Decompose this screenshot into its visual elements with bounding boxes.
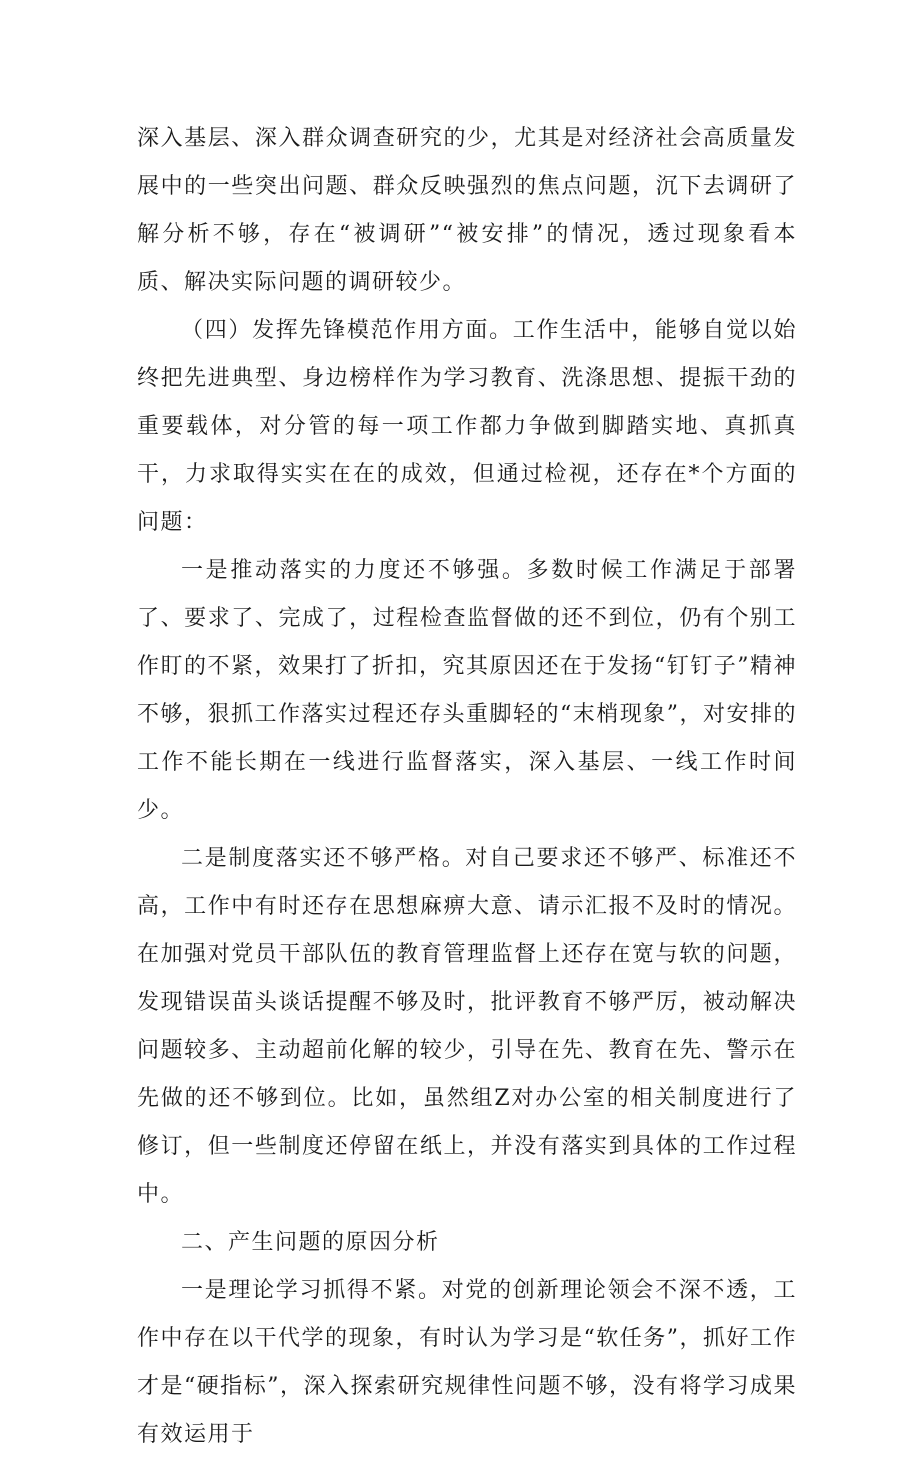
paragraph-point-one: 一是推动落实的力度还不够强。多数时候工作满足于部署了、要求了、完成了，过程检查监督做的还不到位，仍有个别工作盯的不紧，效果打了折扣，究其原因还在于发扬“钉钉子”精神不够，狠抓工作落实过程还存头重脚轻的“末梢现象”，对安排的工作不能长期在一线进行监督落实，深入基层、一线工作时间少。 xyxy=(137,558,797,823)
section-heading-causes: 二、产生问题的原因分析 xyxy=(181,1230,440,1255)
paragraph-cause-one: 一是理论学习抓得不紧。对党的创新理论领会不深不透，工作中存在以干代学的现象，有时认为学习是“软任务”，抓好工作才是“硬指标”，深入探索研究规律性问题不够，没有将学习成果有效运用于 xyxy=(137,1278,797,1447)
document-body xyxy=(137,115,797,1459)
paragraph-point-two: 二是制度落实还不够严格。对自己要求还不够严、标准还不高，工作中有时还存在思想麻痹大意、请示汇报不及时的情况。在加强对党员干部队伍的教育管理监督上还存在宽与软的问题，发现错误苗头谈话提醒不够及时，批评教育不够严厉，被动解决问题较多、主动超前化解的较少，引导在先、教育在先、警示在先做的还不够到位。比如，虽然组Z对办公室的相关制度进行了修订，但一些制度还停留在纸上，并没有落实到具体的工作过程中。 xyxy=(137,846,797,1207)
paragraph-section-four: （四）发挥先锋模范作用方面。工作生活中，能够自觉以始终把先进典型、身边榜样作为学习教育、洗涤思想、提振干劲的重要载体，对分管的每一项工作都力争做到脚踏实地、真抓真干，力求取得实实在在的成效，但通过检视，还存在*个方面的问题： xyxy=(137,318,797,535)
paragraph-continuation: 深入基层、深入群众调查研究的少，尤其是对经济社会高质量发展中的一些突出问题、群众反映强烈的焦点问题，沉下去调研了解分析不够，存在“被调研”“被安排”的情况，透过现象看本质、解决实际问题的调研较少。 xyxy=(137,126,797,295)
